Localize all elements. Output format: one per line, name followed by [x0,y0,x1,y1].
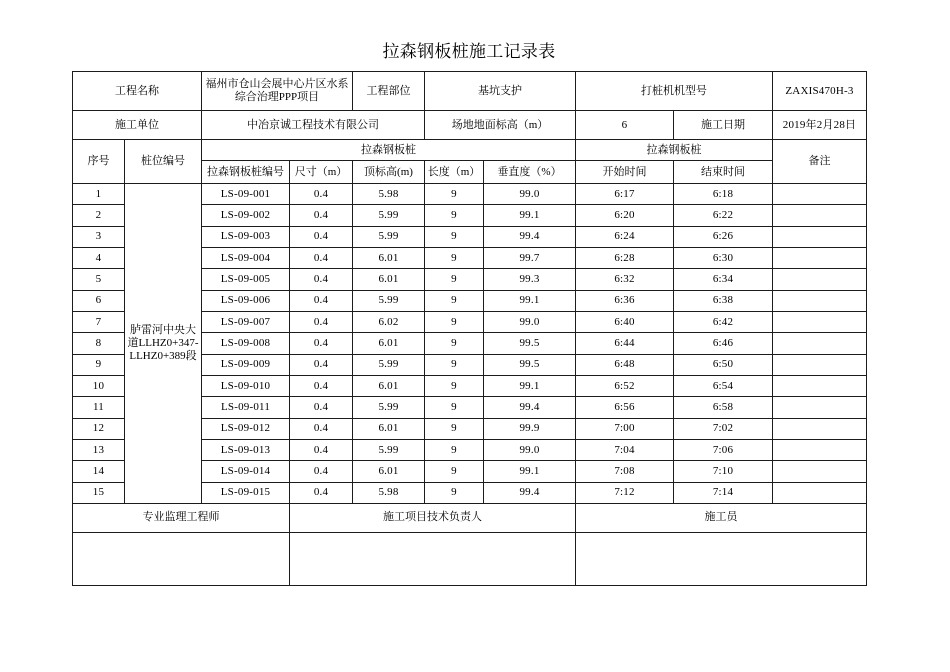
start-time-cell: 6:44 [576,333,674,354]
size-cell: 0.4 [290,418,353,439]
constructor-label: 施工员 [576,503,867,532]
remark-cell [773,439,867,460]
start-time-cell: 7:08 [576,461,674,482]
size-cell: 0.4 [290,354,353,375]
start-time-cell: 6:40 [576,311,674,332]
project-part-value: 基坑支护 [425,72,576,111]
top-elevation-cell: 6.01 [353,333,425,354]
project-name-line: 综合治理PPP项目 [234,91,320,103]
project-part-label: 工程部位 [353,72,425,111]
pile-id-cell: LS-09-002 [202,205,290,226]
start-time-cell: 6:52 [576,375,674,396]
top-elevation-cell: 6.01 [353,247,425,268]
end-time-cell: 7:10 [674,461,773,482]
seq-cell: 11 [73,397,125,418]
project-name-label: 工程名称 [73,72,202,111]
start-time-cell: 6:32 [576,269,674,290]
project-name-line: 福州市仓山会展中心片区水系 [205,78,349,90]
end-time-cell: 6:46 [674,333,773,354]
verticality-cell: 99.0 [484,311,576,332]
remark-cell [773,333,867,354]
start-time-cell: 7:00 [576,418,674,439]
remark-cell [773,184,867,205]
pile-id-cell: LS-09-015 [202,482,290,503]
size-cell: 0.4 [290,311,353,332]
verticality-cell: 99.9 [484,418,576,439]
length-cell: 9 [425,290,484,311]
end-time-cell: 6:54 [674,375,773,396]
length-cell: 9 [425,461,484,482]
seq-cell: 10 [73,375,125,396]
length-cell: 9 [425,184,484,205]
remark-cell [773,461,867,482]
size-cell: 0.4 [290,205,353,226]
project-name-value [202,72,353,111]
pile-id-cell: LS-09-010 [202,375,290,396]
ground-elevation-value: 6 [576,111,674,140]
seq-cell: 3 [73,226,125,247]
seq-cell: 2 [73,205,125,226]
top-elevation-cell: 6.01 [353,418,425,439]
pile-id-cell: LS-09-014 [202,461,290,482]
end-time-header: 结束时间 [674,161,773,184]
seq-cell: 12 [73,418,125,439]
end-time-cell: 7:14 [674,482,773,503]
tech-lead-signature-box [290,532,576,585]
verticality-cell: 99.1 [484,290,576,311]
top-elevation-cell: 5.98 [353,184,425,205]
construction-unit-row [73,111,867,140]
length-cell: 9 [425,247,484,268]
remark-cell [773,290,867,311]
start-time-cell: 6:24 [576,226,674,247]
table-row [73,184,867,205]
size-cell: 0.4 [290,439,353,460]
verticality-cell: 99.4 [484,397,576,418]
remark-cell [773,354,867,375]
pile-id-cell: LS-09-004 [202,247,290,268]
start-time-cell: 6:20 [576,205,674,226]
size-cell: 0.4 [290,397,353,418]
size-header: 尺寸（m） [290,161,353,184]
seq-cell: 15 [73,482,125,503]
pile-id-cell: LS-09-003 [202,226,290,247]
top-elevation-header: 顶标高(m) [353,161,425,184]
remark-cell [773,247,867,268]
supervisor-signature-box [73,532,290,585]
start-time-cell: 6:56 [576,397,674,418]
pile-id-cell: LS-09-013 [202,439,290,460]
end-time-cell: 6:26 [674,226,773,247]
length-cell: 9 [425,418,484,439]
pile-id-cell: LS-09-005 [202,269,290,290]
end-time-cell: 6:50 [674,354,773,375]
start-time-cell: 7:12 [576,482,674,503]
verticality-cell: 99.4 [484,226,576,247]
verticality-cell: 99.4 [484,482,576,503]
pile-location-line: 胪雷河中央大 [130,323,196,336]
top-elevation-cell: 6.01 [353,269,425,290]
seq-cell: 7 [73,311,125,332]
construction-record-table [72,71,867,586]
construction-unit-value: 中冶京诚工程技术有限公司 [202,111,425,140]
verticality-cell: 99.1 [484,375,576,396]
size-cell: 0.4 [290,375,353,396]
seq-cell: 4 [73,247,125,268]
pile-machine-label: 打桩机机型号 [576,72,773,111]
length-cell: 9 [425,439,484,460]
supervisor-label: 专业监理工程师 [73,503,290,532]
end-time-cell: 6:18 [674,184,773,205]
start-time-cell: 6:48 [576,354,674,375]
pile-id-cell: LS-09-008 [202,333,290,354]
top-elevation-cell: 6.02 [353,311,425,332]
pile-location-cell [125,184,202,504]
end-time-cell: 6:38 [674,290,773,311]
pile-id-cell: LS-09-006 [202,290,290,311]
end-time-cell: 7:02 [674,418,773,439]
time-group-header: 拉森钢板桩 [576,140,773,161]
pile-id-cell: LS-09-009 [202,354,290,375]
form-title: 拉森钢板桩施工记录表 [382,42,556,61]
top-elevation-cell: 5.98 [353,482,425,503]
top-elevation-cell: 5.99 [353,290,425,311]
size-cell: 0.4 [290,461,353,482]
end-time-cell: 6:42 [674,311,773,332]
start-time-cell: 6:36 [576,290,674,311]
pile-location-line: LLHZ0+389段 [129,349,197,362]
size-cell: 0.4 [290,290,353,311]
tech-lead-label: 施工项目技术负责人 [290,503,576,532]
table-header-row [73,140,867,161]
pile-id-cell: LS-09-001 [202,184,290,205]
verticality-cell: 99.0 [484,439,576,460]
top-elevation-cell: 5.99 [353,439,425,460]
verticality-cell: 99.7 [484,247,576,268]
top-elevation-cell: 6.01 [353,375,425,396]
length-cell: 9 [425,375,484,396]
remark-cell [773,397,867,418]
verticality-header: 垂直度（%） [484,161,576,184]
length-header: 长度（m） [425,161,484,184]
pile-id-cell: LS-09-012 [202,418,290,439]
seq-header: 序号 [73,140,125,184]
start-time-header: 开始时间 [576,161,674,184]
top-elevation-cell: 5.99 [353,397,425,418]
sheet-pile-group-header: 拉森钢板桩 [202,140,576,161]
pile-id-cell: LS-09-011 [202,397,290,418]
remark-cell [773,482,867,503]
pile-id-header: 拉森钢板桩编号 [202,161,290,184]
verticality-cell: 99.3 [484,269,576,290]
verticality-cell: 99.5 [484,354,576,375]
size-cell: 0.4 [290,269,353,290]
verticality-cell: 99.1 [484,205,576,226]
length-cell: 9 [425,333,484,354]
construction-unit-label: 施工单位 [73,111,202,140]
pile-location-header: 桩位编号 [125,140,202,184]
remark-header: 备注 [773,140,867,184]
top-elevation-cell: 5.99 [353,205,425,226]
seq-cell: 5 [73,269,125,290]
seq-cell: 1 [73,184,125,205]
verticality-cell: 99.5 [484,333,576,354]
ground-elevation-label: 场地地面标高（m） [425,111,576,140]
end-time-cell: 7:06 [674,439,773,460]
start-time-cell: 6:17 [576,184,674,205]
end-time-cell: 6:30 [674,247,773,268]
length-cell: 9 [425,397,484,418]
remark-cell [773,205,867,226]
seq-cell: 8 [73,333,125,354]
size-cell: 0.4 [290,184,353,205]
remark-cell [773,418,867,439]
size-cell: 0.4 [290,247,353,268]
end-time-cell: 6:34 [674,269,773,290]
seq-cell: 14 [73,461,125,482]
remark-cell [773,311,867,332]
length-cell: 9 [425,354,484,375]
signature-label-row [73,503,867,532]
pile-machine-value: ZAXIS470H-3 [773,72,867,111]
length-cell: 9 [425,205,484,226]
size-cell: 0.4 [290,482,353,503]
verticality-cell: 99.1 [484,461,576,482]
end-time-cell: 6:22 [674,205,773,226]
remark-cell [773,269,867,290]
length-cell: 9 [425,311,484,332]
length-cell: 9 [425,226,484,247]
seq-cell: 9 [73,354,125,375]
length-cell: 9 [425,482,484,503]
construction-date-value: 2019年2月28日 [773,111,867,140]
top-elevation-cell: 6.01 [353,461,425,482]
top-elevation-cell: 5.99 [353,354,425,375]
size-cell: 0.4 [290,333,353,354]
seq-cell: 13 [73,439,125,460]
project-info-row [73,72,867,111]
start-time-cell: 6:28 [576,247,674,268]
remark-cell [773,375,867,396]
signature-box-row [73,532,867,585]
end-time-cell: 6:58 [674,397,773,418]
construction-date-label: 施工日期 [674,111,773,140]
remark-cell [773,226,867,247]
size-cell: 0.4 [290,226,353,247]
pile-id-cell: LS-09-007 [202,311,290,332]
start-time-cell: 7:04 [576,439,674,460]
length-cell: 9 [425,269,484,290]
top-elevation-cell: 5.99 [353,226,425,247]
seq-cell: 6 [73,290,125,311]
constructor-signature-box [576,532,867,585]
verticality-cell: 99.0 [484,184,576,205]
pile-location-line: 道LLHZ0+347- [127,336,199,349]
